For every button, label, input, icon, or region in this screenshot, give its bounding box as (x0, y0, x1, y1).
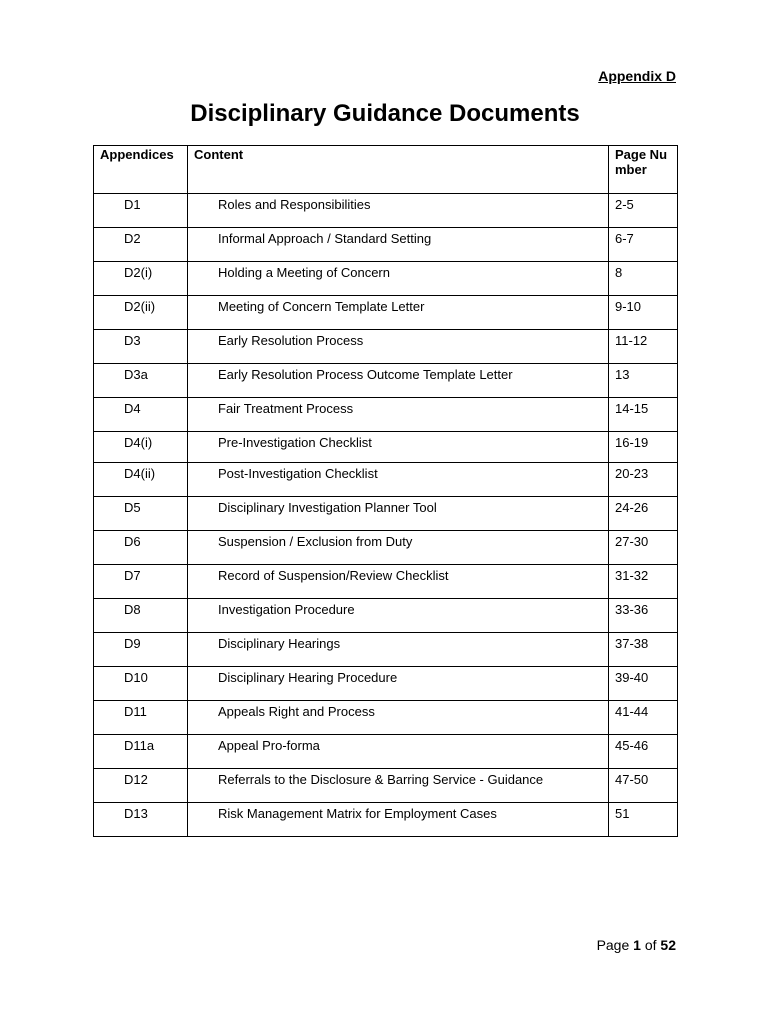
page-range: 51 (609, 803, 678, 837)
appendix-code: D3 (94, 330, 188, 364)
appendix-code: D4(i) (94, 432, 188, 463)
footer-of-word: of (644, 937, 657, 953)
appendix-content: Risk Management Matrix for Employment Cases (188, 803, 609, 837)
appendix-code: D2 (94, 228, 188, 262)
appendices-table (93, 145, 678, 837)
table-row (94, 633, 678, 667)
page-range: 2-5 (609, 194, 678, 228)
table-row (94, 463, 678, 497)
page-range: 24-26 (609, 497, 678, 531)
appendix-code: D4(ii) (94, 463, 188, 497)
appendix-code: D10 (94, 667, 188, 701)
appendix-content: Early Resolution Process (188, 330, 609, 364)
appendix-content: Disciplinary Hearing Procedure (188, 667, 609, 701)
page-range: 31-32 (609, 565, 678, 599)
appendix-content: Holding a Meeting of Concern (188, 262, 609, 296)
table-row (94, 701, 678, 735)
appendix-content: Suspension / Exclusion from Duty (188, 531, 609, 565)
appendix-code: D4 (94, 398, 188, 432)
page-title: Disciplinary Guidance Documents (190, 100, 580, 127)
appendix-content: Investigation Procedure (188, 599, 609, 633)
table-row (94, 194, 678, 228)
appendix-code: D2(i) (94, 262, 188, 296)
column-header-page-number: Page Number (609, 146, 678, 194)
appendix-code: D6 (94, 531, 188, 565)
page-range: 45-46 (609, 735, 678, 769)
appendix-content: Pre-Investigation Checklist (188, 432, 609, 463)
appendix-code: D1 (94, 194, 188, 228)
appendix-content: Post-Investigation Checklist (188, 463, 609, 497)
footer-page-word: Page (596, 937, 630, 953)
page-footer (597, 937, 676, 953)
appendix-content: Referrals to the Disclosure & Barring Service - Guidance (188, 769, 609, 803)
page-range: 13 (609, 364, 678, 398)
appendix-code: D11 (94, 701, 188, 735)
appendix-content: Appeals Right and Process (188, 701, 609, 735)
appendix-content: Meeting of Concern Template Letter (188, 296, 609, 330)
appendix-content: Disciplinary Investigation Planner Tool (188, 497, 609, 531)
page-range: 27-30 (609, 531, 678, 565)
table-row (94, 667, 678, 701)
appendix-code: D7 (94, 565, 188, 599)
appendix-content: Roles and Responsibilities (188, 194, 609, 228)
page-range: 8 (609, 262, 678, 296)
table-row (94, 599, 678, 633)
appendix-code: D5 (94, 497, 188, 531)
page-range: 37-38 (609, 633, 678, 667)
appendix-content: Informal Approach / Standard Setting (188, 228, 609, 262)
column-header-appendices: Appendices (94, 146, 188, 194)
appendix-code: D11a (94, 735, 188, 769)
column-header-content: Content (188, 146, 609, 194)
table-row (94, 432, 678, 463)
appendix-code: D2(ii) (94, 296, 188, 330)
appendix-label: Appendix D (598, 68, 676, 84)
page-range: 41-44 (609, 701, 678, 735)
page-range: 6-7 (609, 228, 678, 262)
table-row (94, 398, 678, 432)
table-row (94, 497, 678, 531)
appendix-content: Appeal Pro-forma (188, 735, 609, 769)
appendix-code: D12 (94, 769, 188, 803)
table-row (94, 531, 678, 565)
table-row (94, 735, 678, 769)
page-range: 9-10 (609, 296, 678, 330)
table-row (94, 330, 678, 364)
appendix-code: D8 (94, 599, 188, 633)
footer-current-page: 1 (633, 937, 641, 953)
appendix-content: Fair Treatment Process (188, 398, 609, 432)
table-row (94, 296, 678, 330)
table-row (94, 228, 678, 262)
page-range: 39-40 (609, 667, 678, 701)
table-row (94, 803, 678, 837)
appendix-content: Early Resolution Process Outcome Template Letter (188, 364, 609, 398)
page-range: 16-19 (609, 432, 678, 463)
appendix-code: D13 (94, 803, 188, 837)
appendix-content: Record of Suspension/Review Checklist (188, 565, 609, 599)
appendix-code: D9 (94, 633, 188, 667)
table-row (94, 364, 678, 398)
table-row (94, 769, 678, 803)
table-header-row (94, 146, 678, 194)
footer-total-pages: 52 (660, 937, 676, 953)
appendix-content: Disciplinary Hearings (188, 633, 609, 667)
page-range: 47-50 (609, 769, 678, 803)
table-body (94, 194, 678, 837)
page-range: 14-15 (609, 398, 678, 432)
table-row (94, 565, 678, 599)
page-range: 20-23 (609, 463, 678, 497)
page-range: 33-36 (609, 599, 678, 633)
appendix-code: D3a (94, 364, 188, 398)
table-row (94, 262, 678, 296)
page-range: 11-12 (609, 330, 678, 364)
